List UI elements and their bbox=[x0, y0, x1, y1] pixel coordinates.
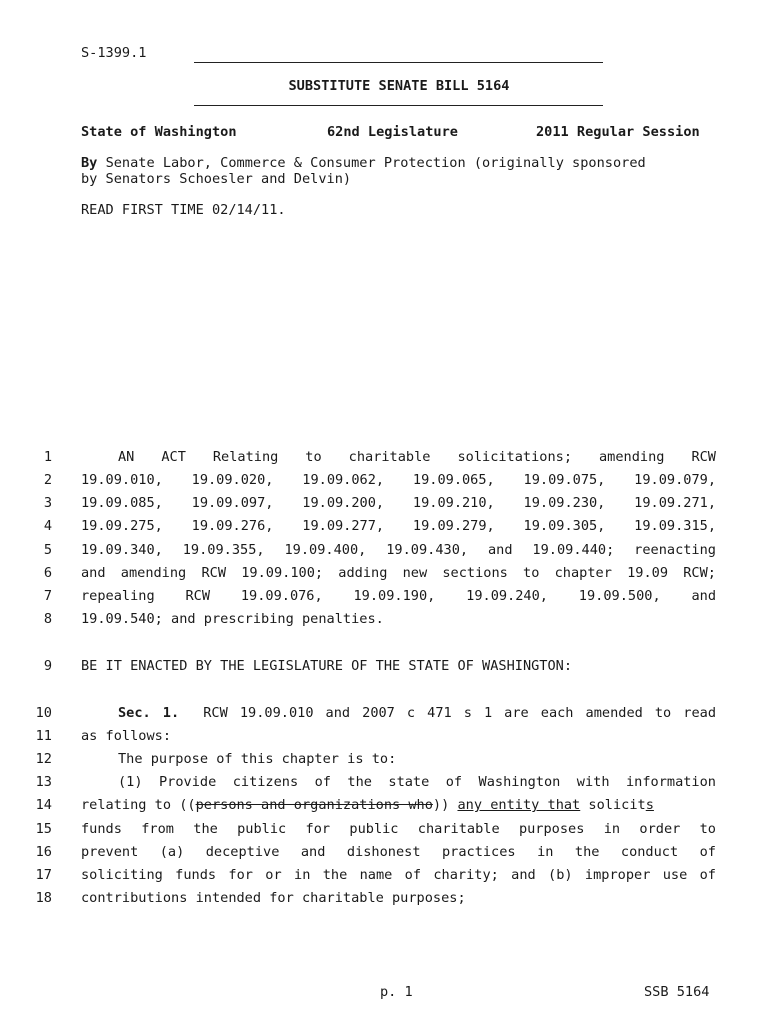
bill-title: SUBSTITUTE SENATE BILL 5164 bbox=[288, 78, 510, 94]
legislature-label: 62nd Legislature bbox=[327, 124, 458, 140]
sponsor-text-1: Senate Labor, Commerce & Consumer Protection (originally sponsored bbox=[105, 155, 646, 171]
line-number: 9 bbox=[43, 658, 52, 674]
bill-line: 19.09.085, 19.09.097, 19.09.200, 19.09.210, 19.09.230, 19.09.271, bbox=[81, 495, 716, 511]
inserted-text: s bbox=[645, 797, 654, 813]
line-number: 1 bbox=[43, 449, 52, 465]
line-text: (1) Provide citizens of the state of Washington with information bbox=[118, 774, 716, 790]
line-text: RCW 19.09.010 and 2007 c 471 s 1 are each amended to read bbox=[203, 705, 717, 721]
line-number: 18 bbox=[35, 890, 52, 906]
line-number: 2 bbox=[43, 472, 52, 488]
bill-line: 19.09.540; and prescribing penalties. bbox=[81, 611, 384, 627]
line-text: )) bbox=[432, 797, 458, 813]
enacting-clause: BE IT ENACTED BY THE LEGISLATURE OF THE STATE OF WASHINGTON: bbox=[81, 658, 573, 674]
line-text: The purpose of this chapter is to: bbox=[118, 751, 397, 767]
line-number: 6 bbox=[43, 565, 52, 581]
sponsor-line-1 bbox=[81, 155, 646, 171]
bill-line: prevent (a) deceptive and dishonest practices in the conduct of bbox=[81, 844, 716, 860]
bill-line bbox=[81, 449, 716, 465]
bill-line: funds from the public for public charitable purposes in order to bbox=[81, 821, 716, 837]
bill-line: and amending RCW 19.09.100; adding new sections to chapter 19.09 RCW; bbox=[81, 565, 716, 581]
bill-line bbox=[81, 751, 716, 767]
read-first-time: READ FIRST TIME 02/14/11. bbox=[81, 202, 286, 218]
line-text: relating to (( bbox=[81, 797, 196, 813]
bill-line: 19.09.340, 19.09.355, 19.09.400, 19.09.430, and 19.09.440; reenacting bbox=[81, 542, 716, 558]
bill-line bbox=[81, 774, 716, 790]
line-number: 12 bbox=[35, 751, 52, 767]
doc-id: S-1399.1 bbox=[81, 45, 147, 61]
line-text: solicit bbox=[580, 797, 646, 813]
doc-ref: SSB 5164 bbox=[644, 984, 710, 1000]
section-label: Sec. 1. bbox=[118, 705, 180, 721]
line-number: 13 bbox=[35, 774, 52, 790]
line-number: 14 bbox=[35, 797, 52, 813]
section-heading-line bbox=[81, 705, 716, 721]
line-number: 11 bbox=[35, 728, 52, 744]
bill-line: 19.09.010, 19.09.020, 19.09.062, 19.09.065, 19.09.075, 19.09.079, bbox=[81, 472, 716, 488]
by-label: By bbox=[81, 155, 98, 171]
line-number: 8 bbox=[43, 611, 52, 627]
line-number: 5 bbox=[43, 542, 52, 558]
amended-line bbox=[81, 797, 716, 813]
line-text: AN ACT Relating to charitable solicitations; amending RCW bbox=[118, 449, 716, 465]
struck-text: persons and organizations who bbox=[195, 797, 433, 813]
session-label: 2011 Regular Session bbox=[536, 124, 700, 140]
bill-line: contributions intended for charitable purposes; bbox=[81, 890, 466, 906]
bill-line: soliciting funds for or in the name of charity; and (b) improper use of bbox=[81, 867, 716, 883]
inserted-text: any entity that bbox=[457, 797, 581, 813]
line-number: 4 bbox=[43, 518, 52, 534]
line-number: 10 bbox=[35, 705, 52, 721]
bill-line: repealing RCW 19.09.076, 19.09.190, 19.09.240, 19.09.500, and bbox=[81, 588, 716, 604]
state-label: State of Washington bbox=[81, 124, 237, 140]
line-number: 15 bbox=[35, 821, 52, 837]
top-rule bbox=[194, 62, 603, 63]
line-number: 16 bbox=[35, 844, 52, 860]
sponsor-line-2: by Senators Schoesler and Delvin) bbox=[81, 171, 352, 187]
bill-line: 19.09.275, 19.09.276, 19.09.277, 19.09.279, 19.09.305, 19.09.315, bbox=[81, 518, 716, 534]
line-number: 3 bbox=[43, 495, 52, 511]
title-rule bbox=[194, 105, 603, 106]
line-number: 7 bbox=[43, 588, 52, 604]
page-number: p. 1 bbox=[380, 984, 413, 1000]
bill-line: as follows: bbox=[81, 728, 172, 744]
line-number: 17 bbox=[35, 867, 52, 883]
